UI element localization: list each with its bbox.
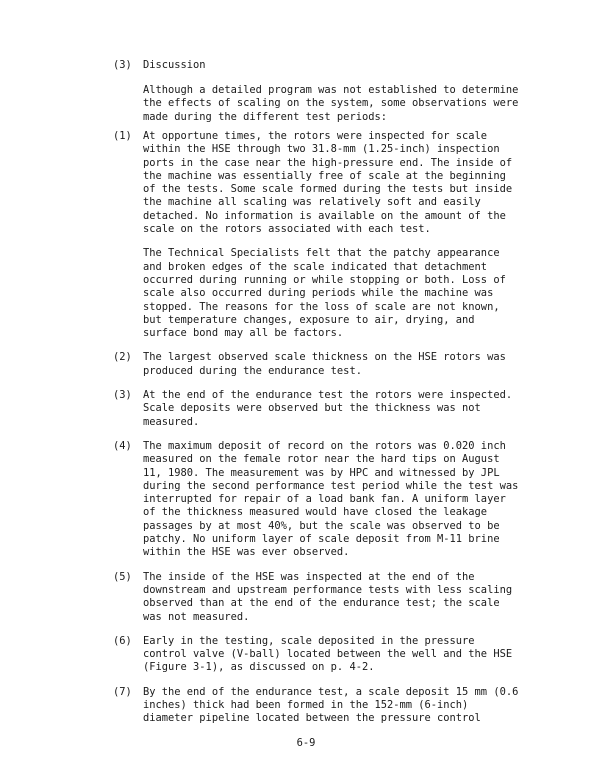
list-item-paragraph: The maximum deposit of record on the rotors was 0.020 inch measured on the female rotor near the hard tips on August 11, 1980. The measurement was by HPC and witnessed by JPL during the second performance test period while the test was interrupted for repair of a load bank fan. A uniform layer of the thickness measured would have closed the leakage passages by at most 40%, but the scale was observed to be patchy. No uniform layer of scale deposit from M-11 brine within the HSE was ever observed. [143,439,519,559]
list-item-body [143,440,523,560]
list-item-body [143,130,523,340]
list-item-body [143,635,523,675]
list-item-paragraph: Early in the testing, scale deposited in the pressure control valve (V-ball) located between the well and the HSE (Figure 3-1), as discussed on p. 4-2. [143,634,513,674]
intro-paragraph: Although a detailed program was not established to determine the effects of scaling on the system, some observations were made during the different test periods: [143,84,519,123]
list-item-paragraph: At the end of the endurance test the rotors were inspected. Scale deposits were observed but the thickness was not measured. [143,389,513,428]
list-item-number: (3) [113,389,132,402]
section-number: (3) [113,59,132,71]
section-title: Discussion [143,59,206,71]
list-item [113,686,523,726]
list-item-paragraph: The inside of the HSE was inspected at the end of the downstream and upstream performance tests with less scaling observed than at the end of the endurance test; the scale was not measured. [143,570,513,623]
list-item-body [143,686,523,726]
list-item-paragraph: The Technical Specialists felt that the patchy appearance and broken edges of the scale indicated that detachment occurred during running or while stopping or both. Loss of scale also occurred during periods while the machine was stopped. The reasons for the loss of scale are not known, but temperature changes, exposure to air, drying, and surface bond may all be factors. [143,247,506,340]
list-item-number: (7) [113,685,132,698]
list-item-number: (4) [113,439,132,452]
list-item [113,389,523,429]
list-item [113,351,523,378]
list-item-body [143,389,523,429]
list-item-paragraph: At opportune times, the rotors were inspected for scale within the HSE through two 31.8-mm (1.25-inch) inspection ports in the case near the high-pressure end. The inside of the machine was essentially free of scale at the beginning of the tests. Some scale formed during the tests but inside the machine all scaling was relatively soft and easily detached. No information is available on the amount of the scale on the rotors associated with each test. [143,130,513,236]
list-item-paragraph: By the end of the endurance test, a scale deposit 15 mm (0.6 inches) thick had been formed in the 152-mm (6-inch) diameter pipeline located between the pressure control [143,685,519,725]
list-item-number: (2) [113,351,132,364]
list-item [113,440,523,560]
list-item-paragraph: The largest observed scale thickness on the HSE rotors was produced during the endurance test. [143,351,506,377]
list-item-number: (6) [113,634,132,647]
observation-list [113,130,523,726]
list-item-number: (5) [113,570,132,583]
list-item [113,571,523,624]
list-item [113,635,523,675]
list-item-number: (1) [113,130,132,142]
list-item [113,130,523,340]
page-number: 6-9 [296,737,316,749]
section-heading [113,59,206,72]
list-item-body [143,351,523,378]
list-item-body [143,571,523,624]
